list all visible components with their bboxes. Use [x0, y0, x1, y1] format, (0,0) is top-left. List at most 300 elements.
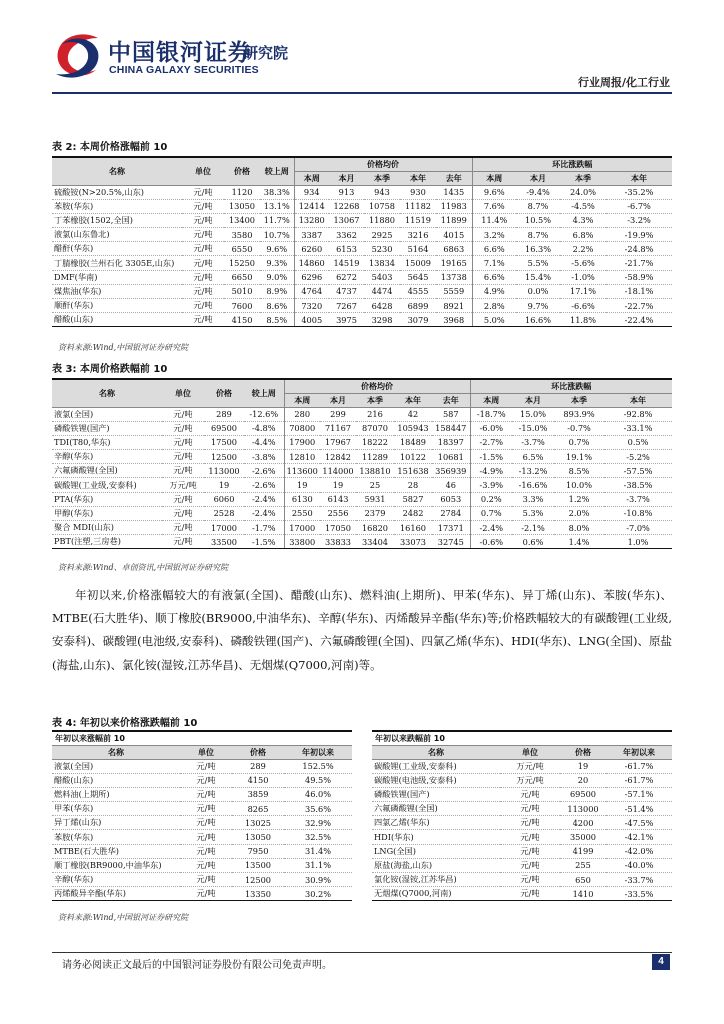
col-group-avg: 价格均价: [284, 379, 470, 393]
table-cell: 元/吨: [162, 435, 204, 449]
table-cell: 70800: [284, 421, 320, 435]
table-cell: 7.6%: [472, 199, 516, 213]
table-cell: -13.2%: [512, 464, 554, 478]
table-cell: 650: [560, 873, 606, 887]
table-cell: 87070: [356, 421, 394, 435]
table-cell: 113600: [284, 464, 320, 478]
table-cell: 0.6%: [512, 535, 554, 549]
table-row: [52, 802, 352, 816]
table-cell: -2.6%: [244, 464, 284, 478]
table-cell: 2925: [364, 228, 400, 242]
table-cell: 3362: [329, 228, 364, 242]
table-cell: -12.6%: [244, 407, 284, 421]
table-row: [52, 844, 352, 858]
table-cell: 元/吨: [500, 830, 560, 844]
table-cell: DMF(华南): [52, 270, 182, 284]
table-cell: 醋酐(华东): [52, 242, 182, 256]
col-chg-year: 本年: [606, 171, 672, 185]
table-cell: 8265: [232, 802, 284, 816]
table-cell: 元/吨: [182, 199, 224, 213]
table-cell: 元/吨: [500, 802, 560, 816]
table-cell: 11.7%: [260, 213, 294, 227]
table-cell: 13025: [232, 816, 284, 830]
table-cell: 0.7%: [470, 506, 512, 520]
table-row: [52, 213, 672, 227]
table-cell: -4.8%: [244, 421, 284, 435]
col-price: 价格: [224, 157, 260, 185]
table-cell: -3.7%: [604, 492, 672, 506]
page-number: 4: [652, 954, 670, 970]
table4-title: 表 4: 年初以来价格涨跌幅前 10: [52, 718, 198, 729]
table-cell: -3.8%: [244, 450, 284, 464]
table-cell: 6650: [224, 270, 260, 284]
table-cell: 万元/吨: [500, 759, 560, 773]
table-cell: 2482: [394, 506, 432, 520]
table-cell: 20: [560, 773, 606, 787]
table-cell: 元/吨: [162, 492, 204, 506]
table-cell: 587: [432, 407, 470, 421]
table-row: [52, 242, 672, 256]
table-cell: 丁腈橡胶(兰州石化 3305E,山东): [52, 256, 182, 270]
table-row: [372, 873, 672, 887]
table-cell: 2.8%: [472, 299, 516, 313]
table-cell: 289: [232, 759, 284, 773]
col-chg-week: 本周: [472, 171, 516, 185]
table-cell: 元/吨: [182, 213, 224, 227]
table-cell: 元/吨: [500, 873, 560, 887]
col-unit: 单位: [180, 745, 232, 759]
table-cell: 4150: [224, 313, 260, 327]
col-name: 名称: [52, 745, 180, 759]
table-row: [52, 506, 672, 520]
table-row: [52, 830, 352, 844]
table-cell: 6.6%: [472, 270, 516, 284]
table-cell: -9.4%: [516, 185, 560, 199]
table-cell: 24.0%: [560, 185, 606, 199]
table-cell: 万元/吨: [162, 478, 204, 492]
col-name: 名称: [52, 379, 162, 407]
table-cell: 元/吨: [500, 787, 560, 801]
table-cell: 6.5%: [512, 450, 554, 464]
table-cell: 5827: [394, 492, 432, 506]
table-cell: 元/吨: [162, 464, 204, 478]
table-cell: 7600: [224, 299, 260, 313]
table-cell: -3.2%: [606, 213, 672, 227]
table-cell: 元/吨: [180, 844, 232, 858]
col-avg-last-year: 去年: [432, 393, 470, 407]
table-cell: 15.0%: [512, 407, 554, 421]
table-cell: 醋酸(山东): [52, 773, 180, 787]
table-cell: 元/吨: [162, 407, 204, 421]
table-cell: 元/吨: [180, 787, 232, 801]
table-cell: 碳酸锂(电池级,安泰科): [372, 773, 500, 787]
report-type: 行业周报/化工行业: [577, 76, 670, 89]
table-cell: 元/吨: [182, 256, 224, 270]
table-row: [52, 858, 352, 872]
table-cell: 69500: [560, 787, 606, 801]
table-cell: 3.3%: [512, 492, 554, 506]
col-wow: 较上周: [244, 379, 284, 407]
table3-top-losers-week: [52, 378, 672, 549]
table-cell: 113000: [204, 464, 244, 478]
table-cell: 10.0%: [554, 478, 604, 492]
gainers-caption: 年初以来涨幅前 10: [52, 731, 352, 745]
table-cell: 氯化铵(湿铵,江苏华昌): [372, 873, 500, 887]
table-cell: 4555: [400, 284, 436, 298]
table-cell: 5230: [364, 242, 400, 256]
table-row: [52, 759, 352, 773]
table-cell: 49.5%: [284, 773, 352, 787]
table-cell: -3.7%: [512, 435, 554, 449]
table-cell: -22.7%: [606, 299, 672, 313]
table-row: [52, 773, 352, 787]
table-cell: -6.6%: [560, 299, 606, 313]
table-cell: 893.9%: [554, 407, 604, 421]
table-cell: 17050: [320, 521, 356, 535]
table-row: [372, 858, 672, 872]
col-ytd: 年初以来: [606, 745, 672, 759]
col-wow: 较上周: [260, 157, 294, 185]
col-avg-quarter: 本季: [356, 393, 394, 407]
table-cell: 2556: [320, 506, 356, 520]
table-cell: -33.7%: [606, 873, 672, 887]
table-cell: 8.5%: [554, 464, 604, 478]
col-chg-week: 本周: [470, 393, 512, 407]
col-chg-quarter: 本季: [560, 171, 606, 185]
table-cell: 19: [204, 478, 244, 492]
table-cell: -33.1%: [604, 421, 672, 435]
table-cell: 42: [394, 407, 432, 421]
table-cell: 6053: [432, 492, 470, 506]
table-cell: 19: [320, 478, 356, 492]
table-cell: 顺酐(华东): [52, 299, 182, 313]
table-cell: 4015: [436, 228, 472, 242]
table-cell: 8.0%: [554, 521, 604, 535]
table-cell: 13500: [232, 858, 284, 872]
table-row: [52, 887, 352, 901]
table-cell: 356939: [432, 464, 470, 478]
table-cell: 3079: [400, 313, 436, 327]
table-cell: 元/吨: [182, 313, 224, 327]
table-cell: 11899: [436, 213, 472, 227]
table-cell: 元/吨: [180, 858, 232, 872]
table-cell: 30.9%: [284, 873, 352, 887]
logo-chinese-name: 中国银河证券: [108, 40, 252, 66]
table-cell: 元/吨: [162, 521, 204, 535]
table-cell: 35000: [560, 830, 606, 844]
table-cell: 15250: [224, 256, 260, 270]
table-cell: -5.6%: [560, 256, 606, 270]
table-cell: 1120: [224, 185, 260, 199]
table-cell: 1410: [560, 887, 606, 901]
table-cell: 18222: [356, 435, 394, 449]
table-cell: 5.5%: [516, 256, 560, 270]
table-cell: 8.6%: [260, 299, 294, 313]
table-cell: 11289: [356, 450, 394, 464]
table4-ytd-losers: [372, 730, 672, 901]
table-cell: 2528: [204, 506, 244, 520]
table-cell: 0.7%: [554, 435, 604, 449]
table-cell: 934: [294, 185, 329, 199]
table-cell: 33800: [284, 535, 320, 549]
table-cell: 69500: [204, 421, 244, 435]
col-avg-year: 本年: [394, 393, 432, 407]
losers-caption: 年初以来跌幅前 10: [372, 731, 672, 745]
table-cell: -19.9%: [606, 228, 672, 242]
table-cell: 3859: [232, 787, 284, 801]
table-cell: -42.1%: [606, 830, 672, 844]
table-cell: 12268: [329, 199, 364, 213]
table-row: [52, 228, 672, 242]
table-cell: 元/吨: [162, 506, 204, 520]
table-cell: 4199: [560, 844, 606, 858]
table-cell: 7320: [294, 299, 329, 313]
table-cell: 原盐(海盐,山东): [372, 858, 500, 872]
table-cell: 7950: [232, 844, 284, 858]
table-cell: 25: [356, 478, 394, 492]
table-cell: 3975: [329, 313, 364, 327]
table-cell: 13350: [232, 887, 284, 901]
table-cell: 13834: [364, 256, 400, 270]
table-cell: 12500: [232, 873, 284, 887]
table-cell: 18489: [394, 435, 432, 449]
table-cell: 17000: [284, 521, 320, 535]
table-cell: 元/吨: [162, 421, 204, 435]
table-cell: 4.9%: [472, 284, 516, 298]
table-cell: 元/吨: [180, 816, 232, 830]
table-cell: 16820: [356, 521, 394, 535]
table-cell: 13738: [436, 270, 472, 284]
page-header: [0, 0, 724, 100]
table-cell: 硫酸铵(N>20.5%,山东): [52, 185, 182, 199]
table-row: [372, 759, 672, 773]
col-chg-month: 本月: [512, 393, 554, 407]
table-cell: 六氟磷酸锂(全国): [372, 802, 500, 816]
table-cell: 2.2%: [560, 242, 606, 256]
table-cell: 4005: [294, 313, 329, 327]
table-cell: 9.0%: [260, 270, 294, 284]
table-cell: 元/吨: [180, 830, 232, 844]
table4-ytd: [52, 730, 672, 910]
table-cell: 8.7%: [516, 228, 560, 242]
table4-ytd-gainers: [52, 730, 352, 901]
table-row: [372, 802, 672, 816]
table-cell: 液氯(山东鲁北): [52, 228, 182, 242]
table-cell: 6550: [224, 242, 260, 256]
col-avg-week: 本周: [294, 171, 329, 185]
table-cell: -18.7%: [470, 407, 512, 421]
table-cell: -1.5%: [470, 450, 512, 464]
table-cell: 燃料油(上期所): [52, 787, 180, 801]
table-cell: -51.4%: [606, 802, 672, 816]
header-divider: [52, 92, 672, 94]
table-cell: 5645: [400, 270, 436, 284]
table-row: [52, 299, 672, 313]
table-cell: 299: [320, 407, 356, 421]
table-cell: 甲苯(华东): [52, 802, 180, 816]
table-cell: 碳酸锂(工业级,安泰科): [372, 759, 500, 773]
table-cell: 19: [560, 759, 606, 773]
table-cell: 13050: [224, 199, 260, 213]
table-cell: -18.1%: [606, 284, 672, 298]
table-cell: 4737: [329, 284, 364, 298]
table-cell: 3.2%: [472, 228, 516, 242]
table-cell: 磷酸铁锂(国产): [372, 787, 500, 801]
table-cell: 28: [394, 478, 432, 492]
table-row: [372, 887, 672, 901]
table4-source: 资料来源:Wind,中国银河证券研究院: [58, 913, 189, 922]
table-cell: 4200: [560, 816, 606, 830]
table-cell: -33.5%: [606, 887, 672, 901]
table-cell: 9.7%: [516, 299, 560, 313]
disclaimer: 请务必阅读正文最后的中国银河证券股份有限公司免责声明。: [62, 960, 332, 971]
table-cell: 元/吨: [500, 816, 560, 830]
table-cell: 元/吨: [500, 858, 560, 872]
table-cell: -2.4%: [470, 521, 512, 535]
table-cell: 33500: [204, 535, 244, 549]
table-cell: 元/吨: [180, 759, 232, 773]
col-chg-quarter: 本季: [554, 393, 604, 407]
table-cell: -2.4%: [244, 506, 284, 520]
table-cell: 元/吨: [182, 185, 224, 199]
table-cell: 磷酸铁锂(国产): [52, 421, 162, 435]
table-cell: 元/吨: [182, 242, 224, 256]
table-cell: 5931: [356, 492, 394, 506]
table-cell: TDI(T80,华东): [52, 435, 162, 449]
table-cell: 1.2%: [554, 492, 604, 506]
table-cell: 4764: [294, 284, 329, 298]
table-cell: 7.1%: [472, 256, 516, 270]
table-cell: -2.6%: [244, 478, 284, 492]
table-cell: 10.7%: [260, 228, 294, 242]
table-cell: 6899: [400, 299, 436, 313]
table-row: [52, 256, 672, 270]
table-cell: -24.8%: [606, 242, 672, 256]
table-row: [52, 450, 672, 464]
table-row: [372, 787, 672, 801]
table-cell: 152.5%: [284, 759, 352, 773]
table-cell: -16.6%: [512, 478, 554, 492]
table-cell: 5403: [364, 270, 400, 284]
table-cell: -35.2%: [606, 185, 672, 199]
table-cell: 10122: [394, 450, 432, 464]
table-cell: 14519: [329, 256, 364, 270]
galaxy-logo-icon: [48, 26, 108, 86]
table-cell: 12414: [294, 199, 329, 213]
table-cell: 216: [356, 407, 394, 421]
table-cell: 17000: [204, 521, 244, 535]
table-cell: 六氟磷酸锂(全国): [52, 464, 162, 478]
table-cell: -4.4%: [244, 435, 284, 449]
col-price: 价格: [204, 379, 244, 407]
table-cell: -7.0%: [604, 521, 672, 535]
table-cell: 0.2%: [470, 492, 512, 506]
table-cell: PTA(华东): [52, 492, 162, 506]
table-cell: 6.8%: [560, 228, 606, 242]
table-row: [52, 492, 672, 506]
table-cell: 10.5%: [516, 213, 560, 227]
table-cell: 11.8%: [560, 313, 606, 327]
table-cell: 19.1%: [554, 450, 604, 464]
table-cell: 万元/吨: [500, 773, 560, 787]
table3-title: 表 3: 本周价格跌幅前 10: [52, 364, 168, 375]
table-cell: 14860: [294, 256, 329, 270]
table-cell: 3216: [400, 228, 436, 242]
table-row: [52, 199, 672, 213]
table-cell: 289: [204, 407, 244, 421]
table-cell: 19: [284, 478, 320, 492]
table-cell: -92.8%: [604, 407, 672, 421]
table-cell: 异丁烯(山东): [52, 816, 180, 830]
table-cell: 33404: [356, 535, 394, 549]
table-cell: 30.2%: [284, 887, 352, 901]
table-cell: 0.5%: [604, 435, 672, 449]
table-cell: 3298: [364, 313, 400, 327]
table-cell: -1.0%: [560, 270, 606, 284]
col-avg-last-year: 去年: [436, 171, 472, 185]
table-cell: 辛醇(华东): [52, 450, 162, 464]
table-cell: LNG(全国): [372, 844, 500, 858]
table-cell: -4.5%: [560, 199, 606, 213]
table-cell: 6296: [294, 270, 329, 284]
table-cell: 3387: [294, 228, 329, 242]
table-cell: 辛醇(华东): [52, 873, 180, 887]
table-cell: MTBE(石大胜华): [52, 844, 180, 858]
table-cell: 13050: [232, 830, 284, 844]
table-cell: 元/吨: [182, 284, 224, 298]
table-cell: -4.9%: [470, 464, 512, 478]
table-cell: 8.7%: [516, 199, 560, 213]
table-row: [52, 435, 672, 449]
col-unit: 单位: [182, 157, 224, 185]
table-cell: 4150: [232, 773, 284, 787]
table-cell: 四氯乙烯(华东): [372, 816, 500, 830]
col-chg-year: 本年: [604, 393, 672, 407]
table-cell: 158447: [432, 421, 470, 435]
table-row: [52, 787, 352, 801]
table-cell: 11983: [436, 199, 472, 213]
table-cell: 138810: [356, 464, 394, 478]
table-cell: 元/吨: [180, 773, 232, 787]
table-cell: 930: [400, 185, 436, 199]
table-cell: 2784: [432, 506, 470, 520]
col-avg-quarter: 本季: [364, 171, 400, 185]
table-cell: 35.6%: [284, 802, 352, 816]
table-cell: 16160: [394, 521, 432, 535]
col-price: 价格: [560, 745, 606, 759]
ytd-summary-paragraph: 年初以来,价格涨幅较大的有液氯(全国)、醋酸(山东)、燃料油(上期所)、甲苯(华东)、异丁烯(山东)、苯胺(华东)、MTBE(石大胜华)、顺丁橡胶(BR9000,中油华东)、辛醇(华东)、丙烯酸异辛酯(华东)等;价格跌幅较大的有碳酸锂(工业级,安泰科)、碳酸锂(电池级,安泰科)、磷酸铁锂(国产)、六氟磷酸锂(全国)、四氯乙烯(华东)、HDI(华东)、LNG(全国)、原盐(海盐,山东)、氯化铵(湿铵,江苏华昌)、无烟煤(Q7000,河南)等。: [52, 588, 672, 672]
table-cell: 13067: [329, 213, 364, 227]
table-cell: 11880: [364, 213, 400, 227]
table-cell: -15.0%: [512, 421, 554, 435]
table-cell: 1.4%: [554, 535, 604, 549]
table-cell: 46: [432, 478, 470, 492]
table-cell: 11.4%: [472, 213, 516, 227]
table-cell: 5.0%: [472, 313, 516, 327]
table-cell: 2.0%: [554, 506, 604, 520]
table-cell: 114000: [320, 464, 356, 478]
col-group-chg: 环比涨跌幅: [472, 157, 672, 171]
table-cell: 元/吨: [162, 535, 204, 549]
table-cell: 液氯(全国): [52, 407, 162, 421]
table-cell: 5559: [436, 284, 472, 298]
table2-top-gainers-week: [52, 156, 672, 327]
table-row: [52, 270, 672, 284]
table-cell: 5010: [224, 284, 260, 298]
table-row: [52, 478, 672, 492]
table-cell: -2.7%: [470, 435, 512, 449]
table-cell: -47.5%: [606, 816, 672, 830]
